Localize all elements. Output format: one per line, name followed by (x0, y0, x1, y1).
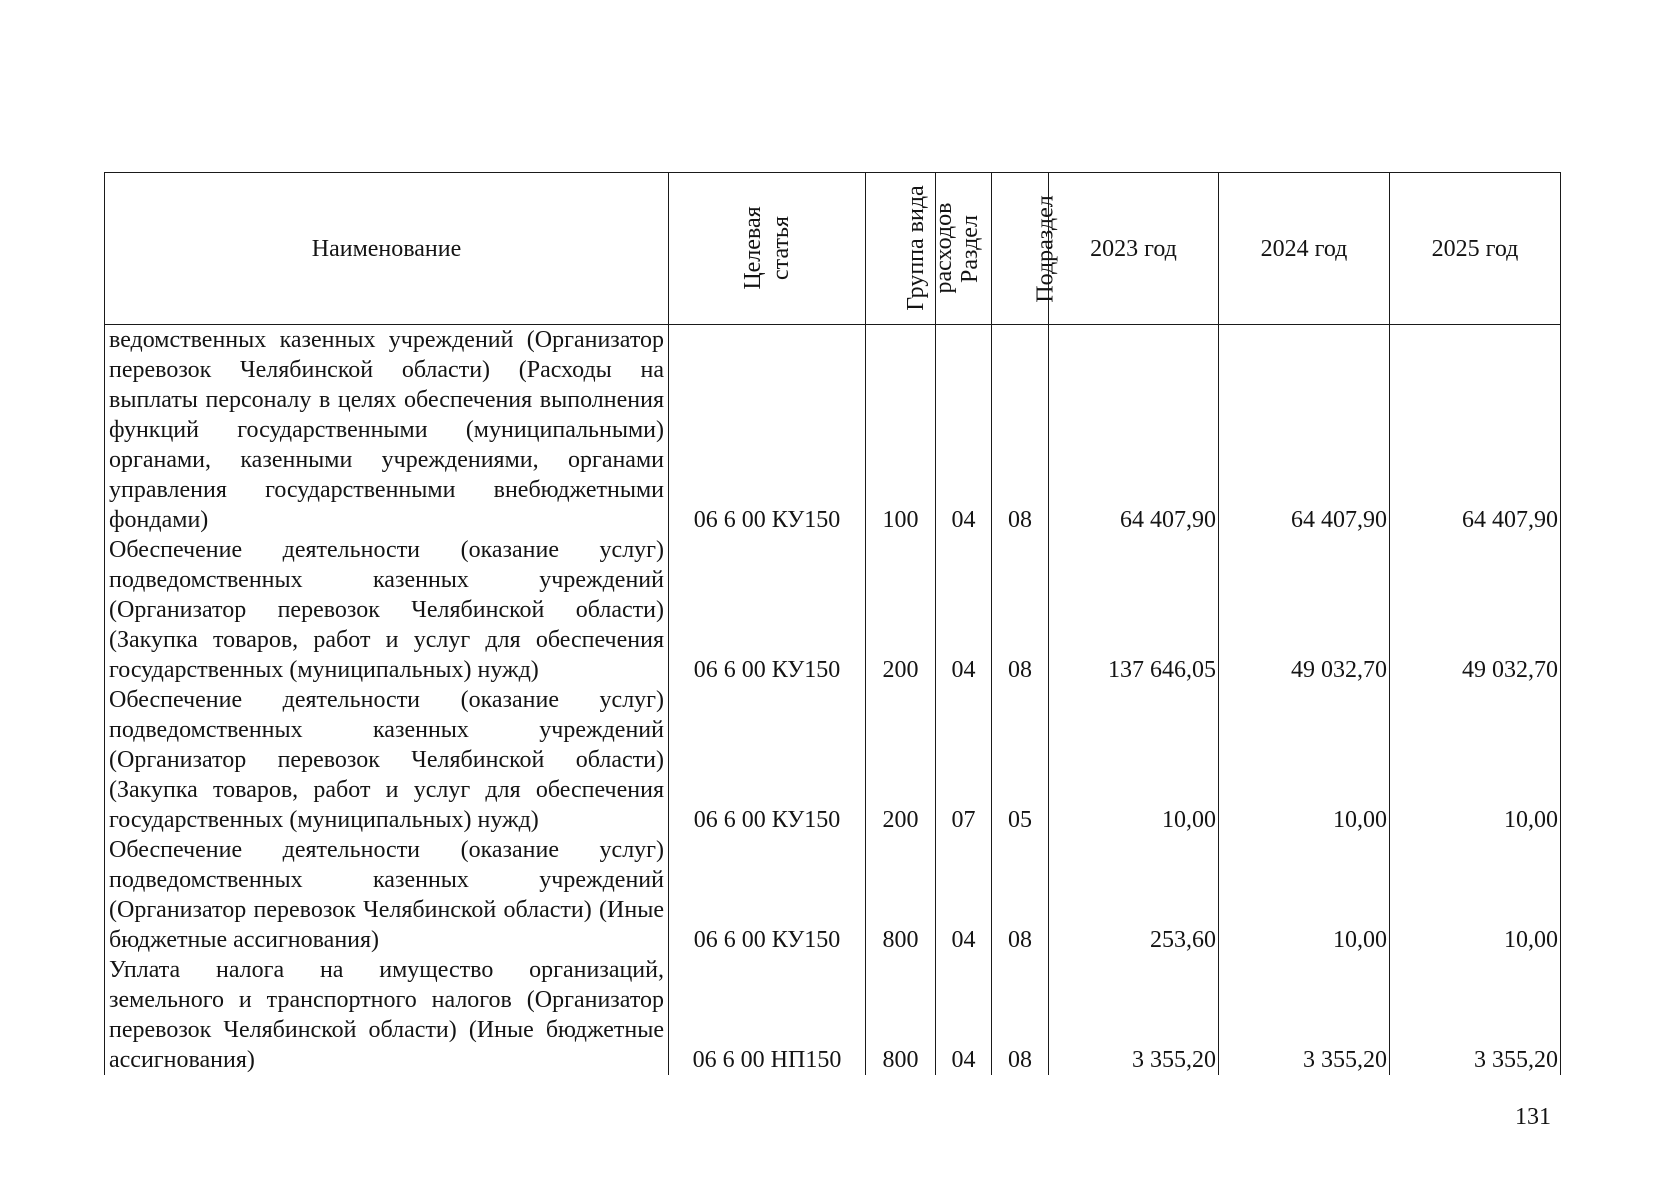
header-name (105, 173, 669, 325)
row-expense-group: 200 (866, 535, 936, 685)
table-row (105, 955, 1561, 1075)
row-name: Обеспечение деятельности (оказание услуг) подведомственных казенных учреждений (Организатор перевозок Челябинской области) (Иные бюджетные ассигнования) (105, 835, 669, 955)
row-expense-group: 800 (866, 955, 936, 1075)
header-target-article (669, 173, 866, 325)
row-name: Обеспечение деятельности (оказание услуг) подведомственных казенных учреждений (Организатор перевозок Челябинской области) (Закупка товаров, работ и услуг для обеспечения государственных (муниципальных) нужд) (105, 535, 669, 685)
row-subsection: 08 (992, 835, 1049, 955)
row-year-2025: 10,00 (1390, 685, 1561, 835)
header-year-2025 (1390, 173, 1561, 325)
header-year-2025-label: 2025 год (1431, 235, 1519, 262)
table-row (105, 325, 1561, 536)
row-year-2025: 64 407,90 (1390, 325, 1561, 536)
row-target-article: 06 6 00 КУ150 (669, 535, 866, 685)
header-name-label: Наименование (311, 235, 462, 262)
header-expense-group (866, 173, 957, 325)
table-row (105, 535, 1561, 685)
row-subsection: 05 (992, 685, 1049, 835)
row-name: Обеспечение деятельности (оказание услуг) подведомственных казенных учреждений (Организатор перевозок Челябинской области) (Закупка товаров, работ и услуг для обеспечения государственных (муниципальных) нужд) (105, 685, 669, 835)
budget-table (104, 172, 1561, 1075)
row-name: Уплата налога на имущество организаций, земельного и транспортного налогов (Организатор перевозок Челябинской области) (Иные бюджетные ассигнования) (105, 955, 669, 1075)
row-year-2024: 49 032,70 (1219, 535, 1390, 685)
row-year-2023: 137 646,05 (1049, 535, 1219, 685)
row-year-2025: 10,00 (1390, 835, 1561, 955)
table-row (105, 835, 1561, 955)
row-year-2024: 10,00 (1219, 835, 1390, 955)
header-year-2023-label: 2023 год (1090, 235, 1177, 262)
header-section-label: Раздел (956, 214, 983, 283)
row-year-2025: 3 355,20 (1390, 955, 1561, 1075)
row-year-2023: 253,60 (1049, 835, 1219, 955)
row-target-article: 06 6 00 КУ150 (669, 325, 866, 536)
row-expense-group: 800 (866, 835, 936, 955)
row-year-2023: 64 407,90 (1049, 325, 1219, 536)
row-subsection: 08 (992, 325, 1049, 536)
row-name: ведомственных казенных учреждений (Организатор перевозок Челябинской области) (Расходы на выплаты персоналу в целях обеспечения выполнения функций государственными (муниципальными) органами, казенными учреждениями, органами управления государственными внебюджетными фондами) (105, 325, 669, 536)
row-section: 04 (936, 325, 992, 536)
row-year-2024: 10,00 (1219, 685, 1390, 835)
row-year-2024: 3 355,20 (1219, 955, 1390, 1075)
header-expense-group-label: Группа вида расходов (903, 185, 957, 311)
row-year-2024: 64 407,90 (1219, 325, 1390, 536)
header-subsection-label: Подраздел (1032, 194, 1059, 303)
row-year-2023: 3 355,20 (1049, 955, 1219, 1075)
header-year-2023 (1049, 173, 1219, 325)
header-target-article-label: Целевая статья (740, 206, 794, 290)
row-target-article: 06 6 00 КУ150 (669, 685, 866, 835)
page-number: 131 (1515, 1104, 1551, 1130)
header-year-2024 (1219, 173, 1390, 325)
header-subsection (992, 173, 1059, 325)
table-row (105, 685, 1561, 835)
row-expense-group: 100 (866, 325, 936, 536)
row-target-article: 06 6 00 КУ150 (669, 835, 866, 955)
row-section: 04 (936, 535, 992, 685)
header-year-2024-label: 2024 год (1260, 235, 1348, 262)
header-row (105, 173, 1561, 325)
row-target-article: 06 6 00 НП150 (669, 955, 866, 1075)
table-body (105, 325, 1561, 1076)
row-expense-group: 200 (866, 685, 936, 835)
row-year-2025: 49 032,70 (1390, 535, 1561, 685)
row-section: 04 (936, 835, 992, 955)
table-header (105, 173, 1561, 325)
row-subsection: 08 (992, 955, 1049, 1075)
row-subsection: 08 (992, 535, 1049, 685)
row-section: 04 (936, 955, 992, 1075)
row-section: 07 (936, 685, 992, 835)
row-year-2023: 10,00 (1049, 685, 1219, 835)
